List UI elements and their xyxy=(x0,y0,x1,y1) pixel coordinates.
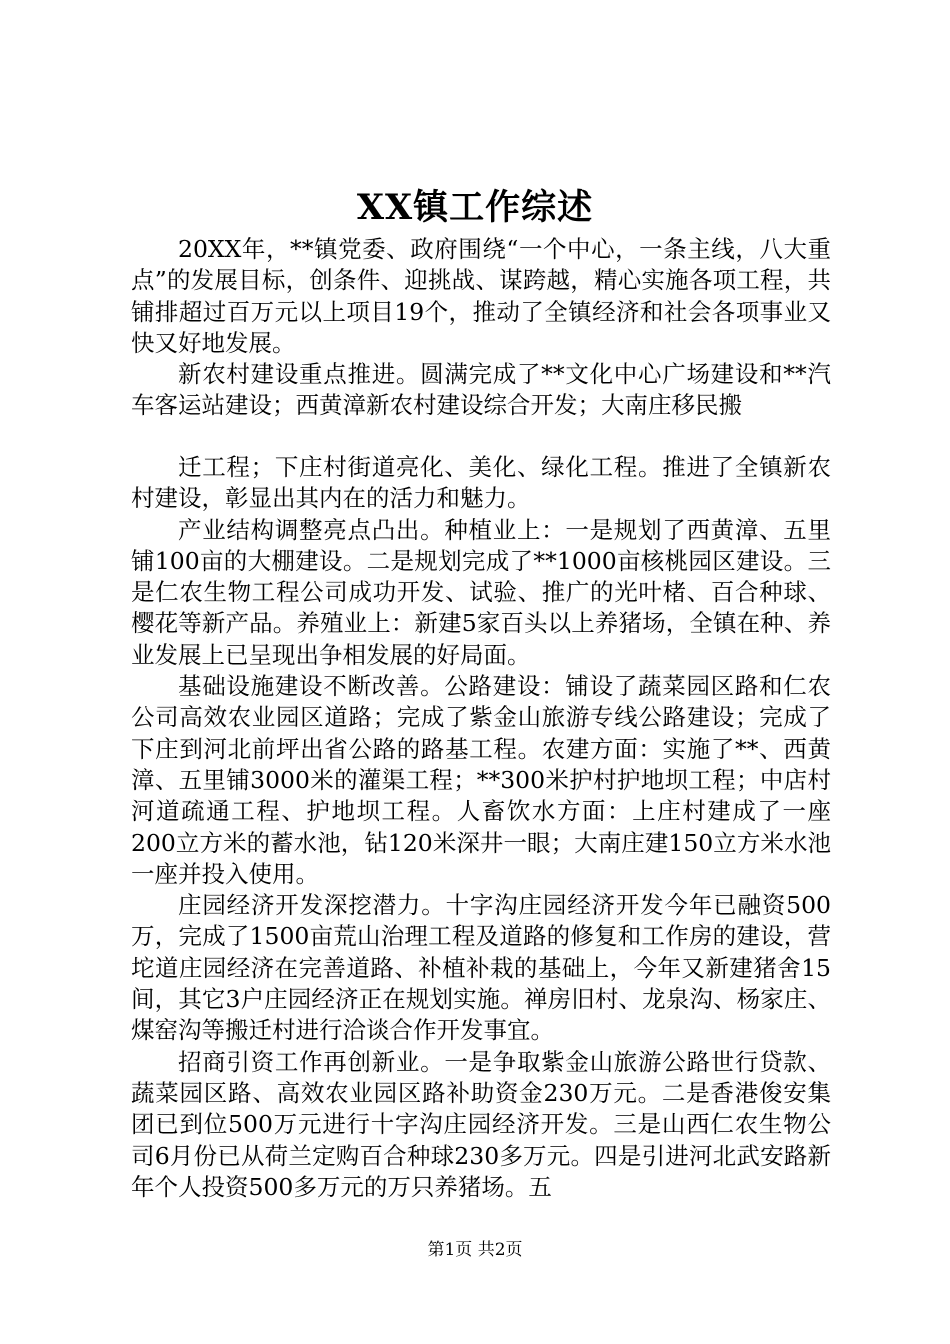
text-block-main xyxy=(131,452,831,1203)
page-footer: 第1页 共2页 xyxy=(427,1240,523,1260)
paragraph-industry: 产业结构调整亮点凸出。种植业上：一是规划了西黄漳、五里铺100亩的大棚建设。二是规划完成了**1000亩核桃园区建设。三是仁农生物工程公司成功开发、试验、推广的光叶楮、百合种球、樱花等新产品。养殖业上：新建5家百头以上养猪场，全镇在种、养业发展上已呈现出争相发展的好局面。 xyxy=(131,515,831,669)
paragraph-investment: 招商引资工作再创新业。一是争取紫金山旅游公路世行贷款、蔬菜园区路、高效农业园区路补助资金230万元。二是香港俊安集团已到位500万元进行十字沟庄园经济开发。三是山西仁农生物公司6月份已从荷兰定购百合种球230多万元。四是引进河北武安路新年个人投资500多万元的万只养猪场。五 xyxy=(131,1047,831,1201)
paragraph-manor-economy: 庄园经济开发深挖潜力。十字沟庄园经济开发今年已融资500万，完成了1500亩荒山治理工程及道路的修复和工作房的建设，营坨道庄园经济在完善道路、补植补栽的基础上，今年又新建猪舍15间，其它3户庄园经济正在规划实施。禅房旧村、龙泉沟、杨家庄、煤窑沟等搬迁村进行洽谈合作开发事宜。 xyxy=(131,891,831,1045)
paragraph-infrastructure: 基础设施建设不断改善。公路建设：铺设了蔬菜园区路和仁农公司高效农业园区道路；完成了紫金山旅游专线公路建设；完成了下庄到河北前坪出省公路的路基工程。农建方面：实施了**、西黄漳、五里铺3000米的灌渠工程；**300米护村护地坝工程；中店村河道疏通工程、护地坝工程。人畜饮水方面：上庄村建成了一座200立方米的蓄水池，钻120米深井一眼；大南庄建150立方米水池一座并投入使用。 xyxy=(131,672,831,888)
document-title: XX镇工作综述 xyxy=(356,187,594,228)
text-block-top xyxy=(131,234,831,422)
paragraph-intro: 20XX年，**镇党委、政府围绕“一个中心，一条主线，八大重点”的发展目标，创条件、迎挑战、谋跨越，精心实施各项工程，共铺排超过百万元以上项目19个，推动了全镇经济和社会各项事业又快又好地发展。 xyxy=(131,235,831,357)
paragraph-new-rural-continued: 迁工程；下庄村街道亮化、美化、绿化工程。推进了全镇新农村建设，彰显出其内在的活力和魅力。 xyxy=(131,453,831,513)
paragraph-new-rural: 新农村建设重点推进。圆满完成了**文化中心广场建设和**汽车客运站建设；西黄漳新农村建设综合开发；大南庄移民搬 xyxy=(131,360,831,420)
